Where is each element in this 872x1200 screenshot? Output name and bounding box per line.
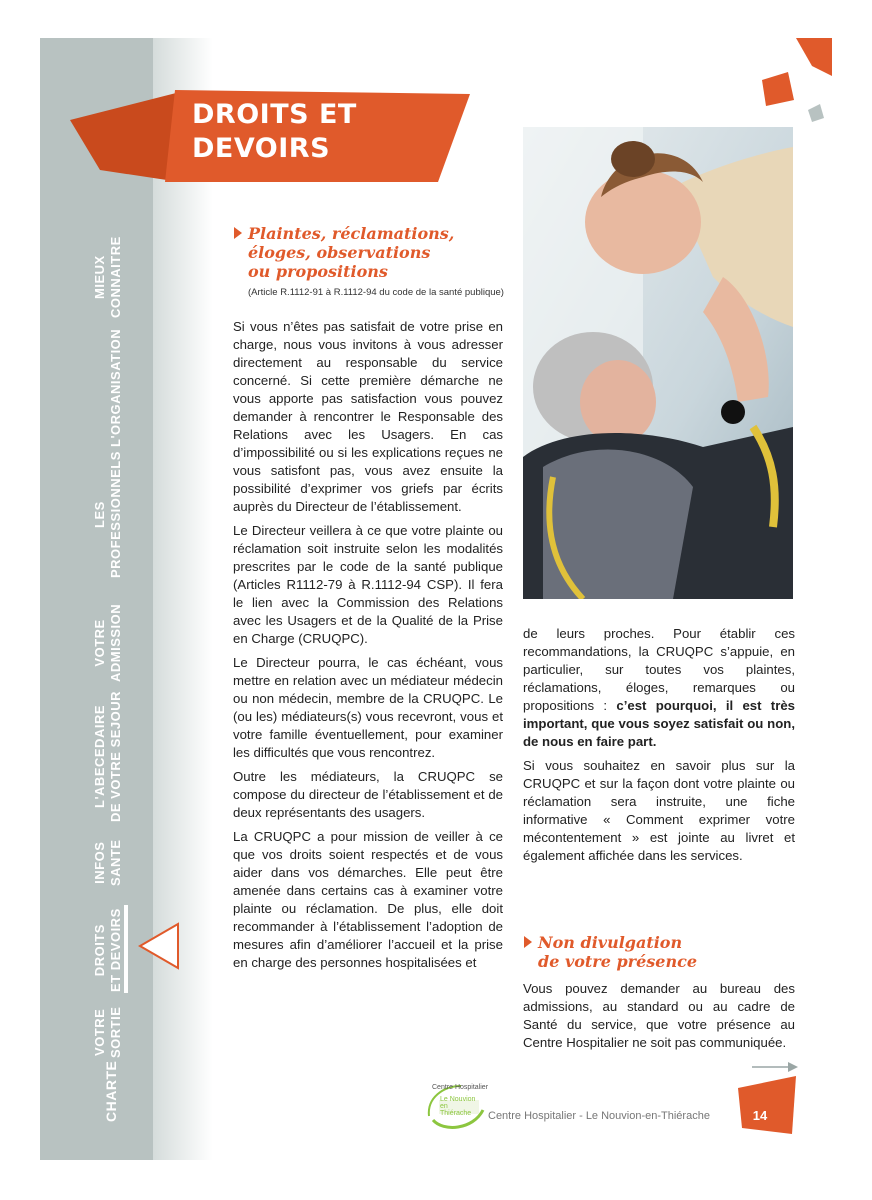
photo-nurse-patient: [523, 127, 793, 599]
paragraph: Si vous souhaitez en savoir plus sur la CRUQPC et sur la façon dont votre plainte ou réclamation sera instruite, une fiche informative « Comment exprimer votre mécontentement » est jointe au livret et également affichée dans les services.: [523, 758, 795, 863]
nav-item-charte[interactable]: [103, 1061, 119, 1122]
title-line: DEVOIRS: [192, 133, 331, 164]
paragraph: Outre les médiateurs, la CRUQPC se compose du directeur de l’établissement et de deux représentants des usagers.: [233, 769, 503, 820]
paragraph: [523, 625, 795, 751]
text-section-divulgation: [523, 980, 795, 1058]
paragraph-text: de leurs proches. Pour établir ces recommandations, la CRUQPC s’appuie, en particulier, sur toutes vos plaintes, réclamations, éloges, remarques ou propositions :: [523, 626, 795, 713]
paragraph: La CRUQPC a pour mission de veiller à ce que vos droits soient respectés et de vous aider dans vos démarches. Elle peut être amenée dans certains cas à examiner votre plainte ou réclamation. De plus, elle doit recommander à l’établissement l’adoption de mesures afin d’améliorer l’accueil et la prise en charge des personnes hospitalisées et: [233, 829, 503, 970]
heading-line: Plaintes, réclamations,: [248, 224, 455, 243]
page-title: [192, 98, 357, 166]
corner-decoration: [760, 38, 832, 138]
nav-item-sortie[interactable]: [92, 1007, 124, 1058]
nav-label: L'ORGANISATION: [108, 328, 123, 447]
paragraph: Si vous n’êtes pas satisfait de votre prise en charge, nous vous invitons à vous adresser directement au responsable du service concerné. Si cette première démarche ne vous apporte pas satisfaction vous pouvez demander à rencontrer le Responsable des Relations avec les Usagers. En cas d’impossibilité ou si les explications reçues ne vous satisfont pas, vous avez ensuite la possibilité d’exprimer vos griefs par écrits auprès du Directeur de l’établissement.: [233, 319, 503, 514]
nav-label: CONNAITRE: [108, 236, 123, 318]
nav-item-professionnels[interactable]: [92, 451, 124, 578]
nav-label: PROFESSIONNELS: [108, 451, 123, 578]
nav-label: LES: [92, 501, 107, 528]
page-number: 14: [752, 1108, 768, 1123]
section-bullet-icon: [234, 227, 242, 239]
continue-arrow-icon: [752, 1061, 798, 1073]
nav-label: CHARTE: [103, 1060, 119, 1122]
nav-label: ADMISSION: [108, 603, 123, 682]
logo-text: Centre Hospitalier: [432, 1084, 489, 1091]
heading-line: Non divulgation: [538, 933, 683, 952]
paragraph: Le Directeur veillera à ce que votre plainte ou réclamation soit instruite selon les modalités prescrites par le code de la santé publique (Articles R1112-79 à R.1112-94 CSP). Il fera le lien avec la Commission des Relations avec les Usagers et de la Qualité de la Prise en Charge (CRUQPC).: [233, 523, 503, 646]
nav-label: L'ABECEDAIRE: [92, 704, 107, 808]
nav-label: DE VOTRE SEJOUR: [108, 690, 123, 822]
footer-text: Centre Hospitalier - Le Nouvion-en-Thiérache: [488, 1110, 710, 1122]
section-heading-divulgation: [538, 933, 697, 971]
nav-label: SANTE: [108, 839, 123, 886]
sidebar-shadow: [153, 38, 213, 1160]
paragraph: Vous pouvez demander au bureau des admissions, au standard ou au cadre de Santé du service, que votre présence au Centre Hospitalier ne soit pas communiquée.: [523, 981, 795, 1050]
nav-label: VOTRE: [92, 619, 107, 667]
text-column-right: [523, 625, 795, 871]
nav-item-admission[interactable]: [92, 604, 124, 682]
title-line: DROITS ET: [192, 99, 357, 130]
legal-reference: (Article R.1112-91 à R.1112-94 du code de la santé publique): [248, 287, 504, 298]
logo-text: Le Nouvion en Thiérache: [440, 1096, 476, 1117]
nav-label: VOTRE: [92, 1008, 107, 1056]
nav-label: ET DEVOIRS: [108, 908, 123, 992]
nav-item-mieux-connaitre[interactable]: [92, 236, 124, 318]
section-heading-plaintes: [248, 224, 454, 281]
nav-item-organisation[interactable]: [108, 329, 124, 447]
heading-line: de votre présence: [538, 952, 698, 971]
nav-label: MIEUX: [92, 255, 107, 299]
active-nav-indicator: [124, 905, 128, 993]
nav-item-abecedaire[interactable]: [92, 691, 124, 822]
nav-label: INFOS: [92, 841, 107, 884]
triangle-marker-icon: [136, 922, 184, 970]
nav-label: DROITS: [92, 924, 107, 977]
heading-line: ou propositions: [248, 262, 388, 281]
page-number-badge: [738, 1076, 796, 1134]
heading-line: éloges, observations: [248, 243, 431, 262]
nav-item-droits-devoirs[interactable]: [92, 908, 124, 992]
paragraph-emphasis: c’est pourquoi, il est très important, que vous soyez satisfait ou non, de nous en faire part.: [523, 698, 795, 749]
nav-item-infos-sante[interactable]: [92, 839, 124, 886]
paragraph: Le Directeur pourra, le cas échéant, vous mettre en relation avec un médiateur médecin ou non médecin, membre de la CRUQPC. Le (ou les) médiateurs(s) vous recevront, vous et votre famille éventuellement, pour examiner les difficultés que vous rencontrez.: [233, 655, 503, 760]
text-column-left: [233, 318, 503, 978]
nav-label: SORTIE: [108, 1006, 123, 1058]
section-bullet-icon: [524, 936, 532, 948]
